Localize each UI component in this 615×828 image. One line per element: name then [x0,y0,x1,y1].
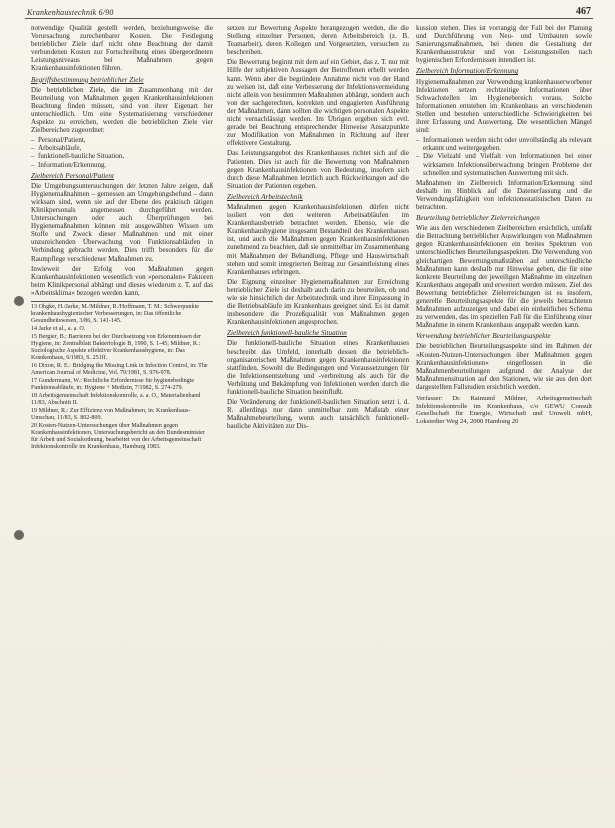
footnote: 20 Kosten-Nutzen-Untersuchungen über Maßnahmen gegen Krankenhausinfektionen, Untersuchungsbericht an den Bundesminister für Arbeit und Sozialordnung, bearbeitet von der Arbeitsgemeinschaft Infektionskontrolle im Krankenhaus, Hamburg 1983. [31,423,205,450]
paragraph: Maßnahmen im Zielbereich Information/Erkennung sind deshalb im Hinblick auf die Datenerfassung und die Verwendungsfähigkeit von infektionsstatistischen Daten zu betrachten. [416,178,592,211]
footnote: 19 Mildner, R.: Zur Effizienz von Maßnahmen, in: Krankenhaus-Umschau, 11/83, S. 802-809. [31,408,191,421]
paragraph: Die Veränderung der funktionell-baulichen Situation setzt i. d. R. allerdings nur dann unmittelbar zum Maßstab einer Maßnahmebeurteilung, wenn auch tatsächlich funktionell-bauliche Aktivitäten zur Dis- [227,398,409,431]
page-number: 467 [576,6,591,17]
author-note: Verfasser: Dr. Raimund Mildner, Arbeitsgemeinschaft Infektionskontrolle im Krankenhaus, c/o GEWU Consult Gesellschaft für Energie, Wirtschaft und Umwelt mbH, Lokstedter Weg 24, 2000 Hamburg 20 [416,395,592,426]
column-left [31,24,213,452]
section-heading: Zielbereich Arbeitstechnik [227,192,303,201]
zielbereiche-list [31,136,213,168]
running-title: Krankenhaustechnik 6/90 [27,8,114,17]
list-item: – Informationen werden nicht oder unvollständig als relevant erkannt und weitergegeben. [416,136,592,152]
paragraph: Die Bewertung beginnt mit dem auf ein Gebiet, das z. T. nur mit Hilfe der subjektiven Aussagen der Betroffenen erhellt werden kann. Wenn aber die begründete Annahme nicht von der Hand zu weisen ist, daß eine Verbesserung der Infektionsvermeidung nicht allein von bestimmten Maßnahmen abhängt, sondern auch von der sachgerechten, korrekten und engagierten Ausführung der Maßnahmen, dann sollten die wichtigen personalen Aspekte nicht vernachlässigt werden. Im Übrigen ergeben sich evtl. gerade bei Beachtung entsprechender Hinweise Ansatzpunkte zur Modifikation von Maßnahmen in Richtung auf ihrer effektivere Gestaltung. [227,58,409,148]
paragraph: Maßnahmen gegen Krankenhausinfektionen dürfen nicht isoliert von den weiteren Arbeitsabläufen im Krankenhausbetrieb betrachtet werden. Ebenso, wie die Krankenhaushygiene insgesamt Bestandteil des Krankenhauses ist, und auch die Maßnahmen gegen Krankenhausinfektionen zunehmend zu beachten, daß sie unmittelbar im Zusammenhang mit Maßnahmen der Behandlung, Pflege und Hauswirtschaft stehen und somit integrierten Beitrag zur Gesamtleistung eines Krankenhauses erbringen. [227,202,409,276]
paragraph: Hygienemaßnahmen zur Verwendung krankenhauserworbener Infektionen setzen rechtzeitige Informationen über Schwachstellen im Hygienebereich voraus. Solche Informationen entstehen im Krankenhaus an verschiedenen Stellen und bestehen unterschiedliche Schwierigkeiten bei ihrer Erfassung und Auswertung. Die wesentlichen Mängel sind: [416,77,592,135]
list-item: – funktionell-bauliche Situation, [31,152,213,160]
footnotes [31,301,213,451]
paragraph: Die Umgebungsuntersuchungen der letzten Jahre zeigen, daß Hygienemaßnahmen – gemessen am Umgebungsbefund – dann wirksam sind, wenn sie auf der Ebene des praktisch tätigen Klinikpersonals angemessen durchgeführt werden. Untersuchungen oder auch Überprüfungen bei Hygienemaßnahmen können mit ausgewählten Wissen um Stoffe und Zweck dieser Maßnahmen und mit einer unzureichenden Überwachung von Funktionsabläufen in Verbindung gebracht werden. Dies trifft besonders für die Raumpflege verschiedener Maßnahmen zu. [31,181,213,263]
footnote: 17 Gundermann, W.: Rechtliche Erfordernisse für hygienebedingte Funktionsabläufe, in: Hygiene + Medizin, 7/1982, S. 274-279. [31,378,195,391]
footnote: 14 Jarke et al., a. a. O. [31,326,86,332]
punch-hole [14,530,24,540]
footnote: 13 Ohgke, H./Jarke, M./Mildner, R./Hoffmann, T. M.: Schwerpunkte krankenhaushygienischer Verbesserungen, in: Das öffentliche Gesundheitswesen, 3/86, S. 141-145. [31,304,199,324]
punch-hole [14,296,24,306]
column-right [416,24,592,426]
list-item: – Information/Erkennung. [31,161,213,169]
paragraph: Die betrieblichen Beurteilungsaspekte sind im Rahmen der »Kosten-Nutzen-Untersuchungen über Maßnahmen gegen Krankenhausinfektionen« eingeflossen in die Maßnahmenbeurteilungen aufgrund der Analyse der Maßnahmensituation auf den Stationen, wie sie aus den dort dargestellten Fallstudien ersichtlich werden. [416,342,592,391]
paragraph: setzen zur Bewertung Aspekte herangezogen werden, die die Stellung einzelner Personen, deren Arbeitsbereich (z. B. Teamarbeit), deren Kollegen und Vorgesetzten, versuchen zu beschreiben. [227,24,409,57]
footnote: 18 Arbeitsgemeinschaft Infektionskontrolle, a. a. O., Materialienband 11/83, Abschnitt II. [31,393,201,406]
maengel-list [416,136,592,176]
header-rule [25,18,593,19]
list-item: – Personal/Patient, [31,136,213,144]
footnote: 16 Dixon, R. E.: Bridging the Missing Link in Infection Control, in: The American Journal of Medicine, Vol. 70/1981, S. 976-978. [31,363,208,376]
section-heading: Zielbereich funktionell-bauliche Situation [227,329,347,338]
paragraph: Wie aus den verschiedenen Zielbereichen ersichtlich, umfaßt die Betrachtung betrieblicher Auswirkungen von Maßnahmen gegen Krankenhausinfektionen ein breites Spektrum von unterschiedlichen Beurteilungsaspekten. Die Verwendung von gleichartigen Bewertungsmaßstäben auf unterschiedliche Maßnahmen kann deshalb nur Hinweise geben, die für eine konkrete Beurteilung der jeweiligen Maßnahme im einzelnen Krankenhaus angepaßt und erweitert werden müssen. Ziel des Bewertung betrieblicher Zielerreichungen ist es insofern, generelle Beurteilungsaspekte für die jeweils betrachteten Maßnahmen aufzuzeigen und dabei ein einheitliches Schema zu verwenden, das im speziellen Fall für die Einführung einer Maßnahme in einem Krankenhaus angepaßt werden kann. [416,224,592,330]
section-heading: Begriffsbestimmung betrieblicher Ziele [31,75,144,84]
section-heading: Verwendung betrieblicher Beurteilungsaspekte [416,332,551,341]
paragraph: Das Leistungsangebot des Krankenhauses richtet sich auf die Patienten. Dies ist auch für die Bewertung von Maßnahmen gegen Krankenhausinfektionen von Bedeutung, insofern sich durch diese Maßnahmen letztlich auch Rückwirkungen auf die Situation der Patienten ergeben. [227,149,409,190]
paragraph: Die Eignung einzelner Hygienemaßnahmen zur Erreichung betrieblicher Ziele ist deshalb auch darin zu beurteilen, ob und wie sie hinsichtlich der Arbeitstechnik und ihrer Einpassung in die Betriebsabläufe im Krankenhaus geeignet sind. Es ist damit insbesondere die Prozeßqualität von Maßnahmen gegen Krankenhausinfektionen angesprochen. [227,277,409,327]
section-heading: Zielbereich Information/Erkennung [416,67,519,76]
paragraph: Die funktionell-bauliche Situation eines Krankenhauses beschreibt das Umfeld, innerhalb dessen die betrieblich-organisatorischen Maßnahmen gegen Krankenhausinfektionen stattfinden. Sowohl die Bedingungen und Voraussetzungen für die Infektionsentstehung und -verbreitung als auch für die Verhütung und Bekämpfung von Infektionen werden durch die funktionell-bauliche Situation beeinflußt. [227,339,409,397]
paragraph: kussion stehen. Dies ist vorrangig der Fall bei der Planung und Durchführung von Neu- und Umbauten sowie Sanierungsmaßnahmen, bei denen die Gestaltung der Krankenhausstruktur und von Leistungsstellen nach hygienischen Erfordernissen intendiert ist. [416,24,592,65]
list-item: – Arbeitsabläufe, [31,144,213,152]
paragraph: Die betrieblichen Ziele, die im Zusammenhang mit der Beurteilung von Maßnahmen gegen Krankenhausinfektionen Beachtung finden müssen, sind von ihrer Eigenart her unterschiedlich. Um eine Systematisierung verschiedener Aspekte zu erreichen, werden die betrieblichen Ziele vier Zielbereichen zugeordnet: [31,85,213,135]
section-heading: Beurteilung betrieblicher Zielerreichungen [416,214,540,223]
column-middle [227,24,409,433]
section-heading: Zielbereich Personal/Patient [31,171,114,180]
paragraph: notwendige Qualität gestellt werden, beziehungsweise die Verursachung zurechenbarer Kosten. Die Festlegung betrieblicher Ziele darf nicht ohne Beachtung der damit verbundenen Kosten zur Fortschreibung eines übergeordneten Leistungsniveaus bei Maßnahmen gegen Krankenhausinfektionen führen. [31,24,213,73]
footnote: 15 Bergier, B.: Barrieren bei der Durchsetzung von Erkenntnissen der Hygiene, in: Zentralblatt Bakteriologie B, 1990, S. 1-45; Mildner, R.: Soziologische Aspekte effektiver Krankenhaushygiene, in: Das Krankenhaus, 6/1983, S. 251ff. [31,334,202,361]
list-item: – Die Vielzahl und Vielfalt von Informationen bei einer wirksamen Infektionsüberwachung bringen Probleme der schnellen und systematischen Auswertung mit sich. [416,152,592,176]
paragraph: Inwieweit der Erfolg von Maßnahmen gegen Krankenhausinfektionen wesentlich von »personalen« Faktoren beim Klinikpersonal abhängt und dieses wiederum z. T. auf das »Arbeitsklima« bezogen werden kann, [31,264,213,297]
